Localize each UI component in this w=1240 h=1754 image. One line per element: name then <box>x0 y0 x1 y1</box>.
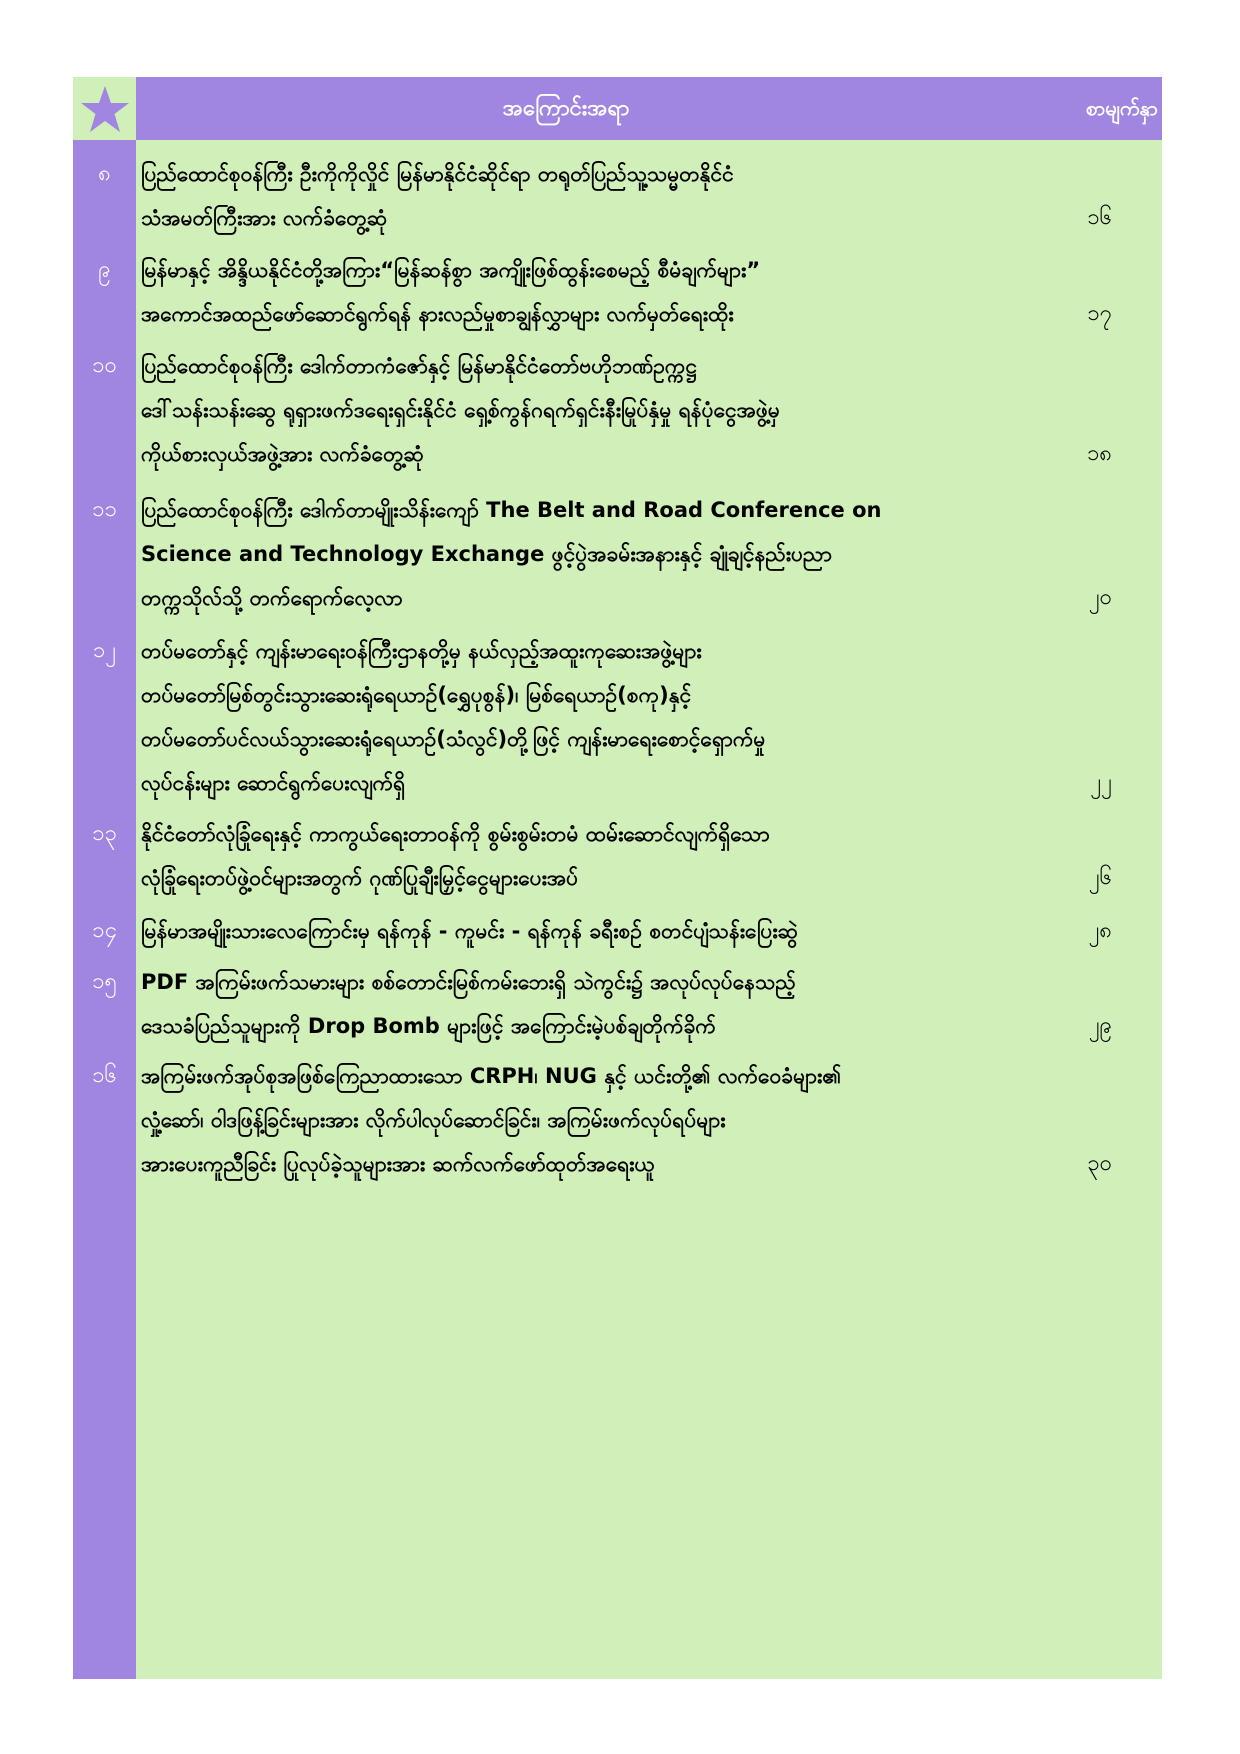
toc-entry[interactable] <box>73 344 1162 476</box>
entry-title-line: ဒေါ်သန်းသန်းဆွေ ရုရှားဖက်ဒရေးရှင်းနိုင်ငံ ရှေ့စ်ကွန်ဂရက်ရှင်းနီးမြုပ်နှံမှု ရန်ပုံငွေအဖွဲ့မှ <box>141 398 780 422</box>
entry-title-line: အကောင်အထည်ဖော်ဆောင်ရွက်ရန် နားလည်မှုစာချွန်လွှာများ လက်မှတ်ရေးထိုး <box>141 302 734 326</box>
entry-title <box>141 629 1041 805</box>
entry-number: ၁၅ <box>92 969 117 994</box>
entry-page-number: ၂၀ <box>1088 585 1112 610</box>
entry-title-line: နိုင်ငံတော်လုံခြုံရေးနှင့် ကာကွယ်ရေးတာဝန်ကို စွမ်းစွမ်းတမံ ထမ်းဆောင်လျက်ရှိသော <box>141 822 770 846</box>
toc-entry[interactable] <box>73 629 1162 805</box>
entry-page-number: ၃၀ <box>1087 1151 1112 1176</box>
entry-number: ၈ <box>98 161 111 186</box>
entry-page-number: ၂၈ <box>1088 918 1112 943</box>
entry-title-line: လုံခြုံရေးတပ်ဖွဲ့ဝင်များအတွက် ဂုဏ်ပြုချီးမြှင့်ငွေများပေးအပ် <box>141 866 579 890</box>
entry-title-line: အားပေးကူညီခြင်း ပြုလုပ်ခဲ့သူများအား ဆက်လက်ဖော်ထုတ်အရေးယူ <box>141 1152 655 1176</box>
entry-number: ၁၀ <box>92 353 117 378</box>
entry-title-line: တက္ကသိုလ်သို့ တက်ရောက်လေ့လာ <box>141 586 403 610</box>
entry-title <box>141 960 1041 1048</box>
entry-title-line: ပြည်ထောင်စုဝန်ကြီး ဒေါက်တာမျိုးသိန်းကျော် The Belt and Road Conference on <box>141 498 882 522</box>
corner-cell <box>73 77 136 140</box>
entry-number: ၉ <box>98 257 111 282</box>
entry-page-number: ၂၉ <box>1088 1013 1112 1038</box>
entry-number: ၁၁ <box>92 497 117 522</box>
entry-title <box>141 812 1041 900</box>
entry-title-line: ပြည်ထောင်စုဝန်ကြီး ဒေါက်တာကံဇော်နှင့် မြန်မာနိုင်ငံတော်ဗဟိုဘဏ်ဥက္ကဋ္ဌ <box>141 354 697 378</box>
entry-title-line: Science and Technology Exchange ဖွင့်ပွဲအခမ်းအနားနှင့် ချုံချင့်နည်းပညာ <box>141 542 832 566</box>
entry-page-number: ၁၆ <box>1087 205 1112 230</box>
toc-entry[interactable] <box>73 909 1162 953</box>
entry-page-number: ၁၇ <box>1087 301 1112 326</box>
entry-title-line: တပ်မတော်ပင်လယ်သွားဆေးရုံရေယာဉ်(သံလွင်)တို့ဖြင့် ကျန်းမာရေးစောင့်ရှောက်မှု <box>141 727 766 751</box>
entry-title-line: တပ်မတော်နှင့် ကျန်းမာရေးဝန်ကြီးဌာနတို့မှ နယ်လှည့်အထူးကုဆေးအဖွဲ့များ <box>141 639 702 663</box>
entry-page-number: ၁၈ <box>1087 441 1112 466</box>
entry-number: ၁၂ <box>92 638 117 663</box>
star-icon <box>80 84 130 134</box>
entry-title-line: လုပ်ငန်းများ ဆောင်ရွက်ပေးလျက်ရှိ <box>141 771 406 795</box>
entry-page-number: ၂၆ <box>1088 865 1112 890</box>
page-column-heading: စာမျက်နှာ <box>1085 96 1158 120</box>
toc-entry[interactable] <box>73 960 1162 1048</box>
toc-entry[interactable] <box>73 152 1162 240</box>
entry-title-line: တပ်မတော်မြစ်တွင်းသွားဆေးရုံရေယာဉ်(ရွှေပုစွန်)၊ မြစ်ရေယာဉ်(စကု)နှင့် <box>141 683 692 707</box>
entry-number: ၁၃ <box>92 821 117 846</box>
entry-title-line: ဒေသခံပြည်သူများကို Drop Bomb များဖြင့် အကြောင်းမဲ့ပစ်ချတိုက်ခိုက် <box>141 1014 716 1038</box>
entry-title <box>141 248 1041 336</box>
entry-title-line: မြန်မာနှင့် အိန္ဒိယနိုင်ငံတို့အကြား“မြန်ဆန်စွာ အကျိုးဖြစ်ထွန်းစေမည့် စီမံချက်များ” <box>141 258 761 282</box>
contents-panel <box>73 77 1162 1679</box>
table-header <box>136 77 1162 140</box>
entry-title-line: အကြမ်းဖက်အုပ်စုအဖြစ်ကြေညာထားသော CRPH၊ NUG နှင့် ယင်းတို့၏ လက်ဝေခံများ၏ <box>141 1064 842 1088</box>
toc-entry[interactable] <box>73 488 1162 620</box>
entry-title <box>141 909 1041 953</box>
toc-entry[interactable] <box>73 812 1162 900</box>
entry-title <box>141 488 1041 620</box>
entry-title <box>141 1054 1041 1186</box>
entry-page-number: ၂၂ <box>1090 770 1112 795</box>
entry-title <box>141 344 1041 476</box>
entry-title-line: မြန်မာအမျိုးသားလေကြောင်းမှ ရန်ကုန် - ကူမင်း - ရန်ကုန် ခရီးစဉ် စတင်ပျံသန်းပြေးဆွဲ <box>141 919 798 943</box>
entry-title <box>141 152 1041 240</box>
entry-title-line: လှုံ့ဆော်၊ ဝါဒဖြန့်ခြင်းများအား လိုက်ပါလုပ်ဆောင်ခြင်း၊ အကြမ်းဖက်လုပ်ရပ်များ <box>141 1108 726 1132</box>
entry-title-line: PDF အကြမ်းဖက်သမားများ စစ်တောင်းမြစ်ကမ်းဘေးရှိ သဲကွင်း၌ အလုပ်လုပ်နေသည့် <box>141 970 796 994</box>
contents-heading: အကြောင်းအရာ <box>502 96 630 121</box>
entry-title-line: ကိုယ်စားလှယ်အဖွဲ့အား လက်ခံတွေ့ဆုံ <box>141 442 424 466</box>
entry-number: ၁၄ <box>92 918 117 943</box>
toc-entry[interactable] <box>73 1054 1162 1186</box>
toc-entry[interactable] <box>73 248 1162 336</box>
entry-number: ၁၆ <box>92 1063 117 1088</box>
entry-title-line: ပြည်ထောင်စုဝန်ကြီး ဦးကိုကိုလှိုင် မြန်မာနိုင်ငံဆိုင်ရာ တရုတ်ပြည်သူ့သမ္မတနိုင်ငံ <box>141 162 734 186</box>
entry-title-line: သံအမတ်ကြီးအား လက်ခံတွေ့ဆုံ <box>141 206 388 230</box>
